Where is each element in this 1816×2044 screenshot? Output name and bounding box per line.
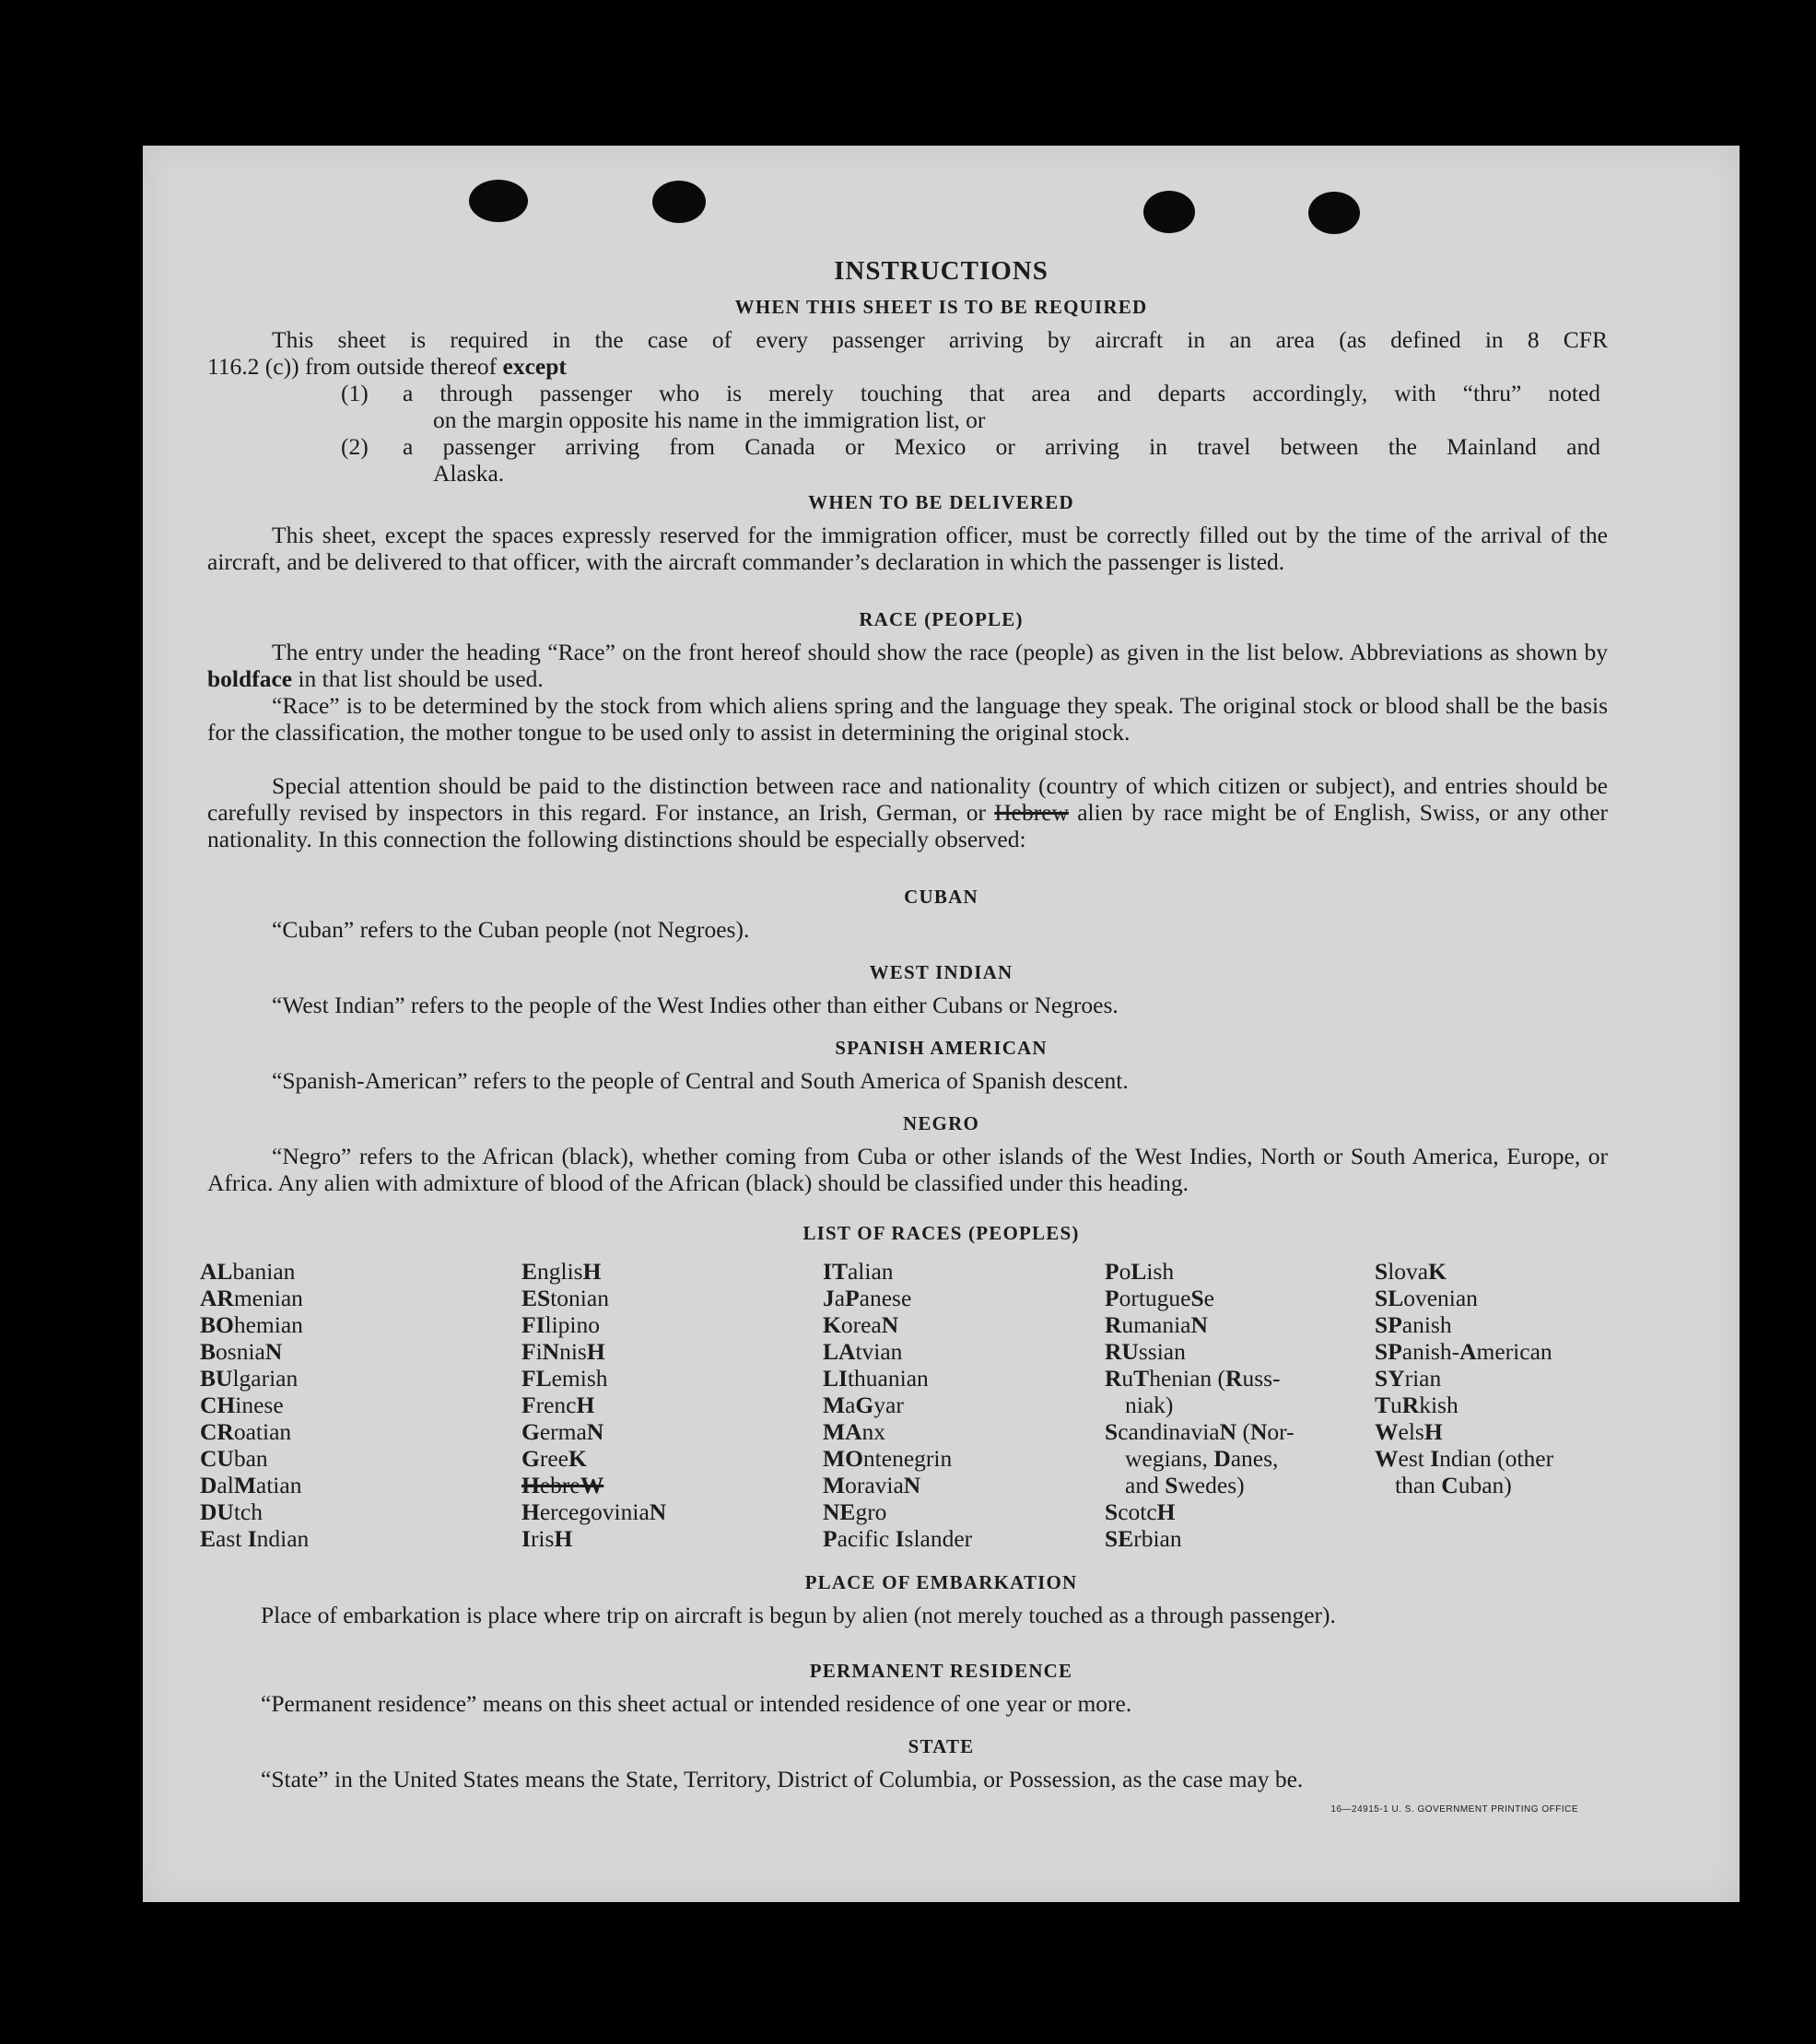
race-entry: CHinese — [200, 1392, 284, 1418]
race-entry: ALbanian — [200, 1258, 296, 1285]
heading-list-of-races: LIST OF RACES (PEOPLES) — [803, 1222, 1080, 1244]
races-column-4 — [1105, 1258, 1295, 1552]
race-p1-text: The entry under the heading “Race” on the front hereof should show the race (people) as given in the list below. Abbreviations as shown by — [272, 639, 1608, 665]
race-entry: FrencH — [521, 1392, 595, 1418]
struck-word: Hebrew — [994, 799, 1069, 826]
race-entry: RUssian — [1105, 1338, 1186, 1365]
race-entry: BosniaN — [200, 1338, 283, 1365]
heading-cuban: CUBAN — [904, 886, 978, 908]
race-p1-bold: boldface — [207, 665, 293, 692]
race-entry: SPanish — [1375, 1311, 1452, 1338]
race-entry: ScandinaviaN (Nor- — [1105, 1418, 1295, 1445]
race-entry: CUban — [200, 1445, 268, 1472]
race-entry: ARmenian — [200, 1285, 303, 1311]
race-entry: niak) — [1125, 1392, 1174, 1418]
race-p1-text-end: in that list should be used. — [298, 665, 544, 692]
race-paragraph-1 — [207, 639, 1608, 692]
race-entry: MaGyar — [823, 1392, 904, 1418]
punch-hole — [1308, 192, 1360, 234]
page-title: INSTRUCTIONS — [834, 256, 1049, 286]
races-column-1 — [200, 1258, 309, 1552]
embarkation-text: Place of embarkation is place where trip on aircraft is begun by alien (not merely touched as a through passenger). — [261, 1602, 1336, 1628]
race-entry: and Swedes) — [1125, 1472, 1245, 1498]
item-number: (2) — [341, 433, 369, 460]
race-entry: DalMatian — [200, 1472, 302, 1498]
race-entry: SPanish-American — [1375, 1338, 1552, 1365]
printing-office-code: 16—24915-1 U. S. GOVERNMENT PRINTING OFFICE — [1330, 1804, 1578, 1815]
when-delivered-text: This sheet, except the spaces expressly reserved for the immigration officer, must be correctly filled out by the time of the arrival of the aircraft, and be delivered to that officer, with the aircraft commander’s declaration in which the passenger is listed. — [207, 522, 1608, 575]
race-entry: West Indian (other — [1375, 1445, 1554, 1472]
race-entry: PoLish — [1105, 1258, 1175, 1285]
item-text: a through passenger who is merely touching that area and departs accordingly, with “thru” noted — [403, 380, 1600, 406]
race-entry: BOhemian — [200, 1311, 303, 1338]
race-entry: East Indian — [200, 1525, 310, 1552]
negro-text: “Negro” refers to the African (black), whether coming from Cuba or other islands of the West Indies, North or South America, Europe, or Africa. Any alien with admixture of blood of the African (black) should be classified under this heading. — [207, 1143, 1608, 1196]
race-entry: IrisH — [521, 1525, 573, 1552]
race-entry: RuThenian (Russ- — [1105, 1365, 1281, 1392]
race-paragraph-3 — [207, 772, 1608, 852]
race-p3-text-end: alien by race might be of English, Swiss, or any other nationality. In this connection the following distinctions should be especially observed: — [207, 799, 1609, 852]
race-entry: FIlipino — [521, 1311, 601, 1338]
heading-west-indian: WEST INDIAN — [869, 961, 1013, 983]
heading-embarkation: PLACE OF EMBARKATION — [804, 1571, 1078, 1593]
intro-except: except — [502, 353, 567, 380]
race-entry: RumaniaN — [1105, 1311, 1208, 1338]
item-number: (1) — [341, 380, 369, 406]
cuban-text: “Cuban” refers to the Cuban people (not Negroes). — [272, 916, 750, 943]
intro-line-2: 116.2 (c)) from outside thereof — [207, 353, 498, 380]
heading-negro: NEGRO — [902, 1112, 979, 1134]
race-entry: SYrian — [1375, 1365, 1442, 1392]
item-text-cont: on the margin opposite his name in the immigration list, or — [433, 406, 986, 433]
race-entry: LIthuanian — [823, 1365, 929, 1392]
race-entry: Pacific Islander — [823, 1525, 973, 1552]
races-column-2 — [521, 1258, 666, 1552]
heading-race: RACE (PEOPLE) — [859, 608, 1024, 630]
when-required-intro — [207, 326, 1608, 380]
race-entry: WelsH — [1375, 1418, 1443, 1445]
race-entry: TuRkish — [1375, 1392, 1459, 1418]
heading-when-required: WHEN THIS SHEET IS TO BE REQUIRED — [734, 296, 1148, 318]
west-indian-text: “West Indian” refers to the people of the West Indies other than either Cubans or Negroes. — [272, 992, 1119, 1018]
heading-state: STATE — [908, 1735, 975, 1757]
race-entry: FLemish — [521, 1365, 608, 1392]
punch-hole — [652, 181, 706, 223]
race-p3-text: Special attention should be paid to the distinction between race and nationality (country of which citizen or subject), and entries should be carefully revised by inspectors in this regard. For instance, an Irish, German, or — [207, 772, 1608, 826]
residence-text: “Permanent residence” means on this sheet actual or intended residence of one year or more. — [261, 1690, 1132, 1717]
heading-spanish-american: SPANISH AMERICAN — [835, 1037, 1048, 1059]
punch-hole — [1143, 191, 1195, 233]
race-entry: NEgro — [823, 1498, 887, 1525]
race-entry: BUlgarian — [200, 1365, 299, 1392]
instruction-sheet — [143, 146, 1740, 1902]
state-text: “State” in the United States means the State, Territory, District of Columbia, or Possession, as the case may be. — [261, 1766, 1304, 1792]
race-entry: PortugueSe — [1105, 1285, 1214, 1311]
race-entry: MoraviaN — [823, 1472, 921, 1498]
race-entry: CRoatian — [200, 1418, 292, 1445]
race-entry: wegians, Danes, — [1125, 1445, 1279, 1472]
race-entry: SErbian — [1105, 1525, 1182, 1552]
race-entry: KoreaN — [823, 1311, 899, 1338]
heading-when-delivered: WHEN TO BE DELIVERED — [808, 491, 1074, 513]
race-entry: MAnx — [823, 1418, 885, 1445]
intro-line-1: This sheet is required in the case of every passenger arriving by aircraft in an area (as defined in 8 CFR — [272, 326, 1608, 353]
race-entry: EStonian — [521, 1285, 609, 1311]
spanish-american-text: “Spanish-American” refers to the people of Central and South America of Spanish descent. — [272, 1067, 1129, 1094]
race-entry: ScotcH — [1105, 1498, 1176, 1525]
races-column-3 — [823, 1258, 972, 1552]
race-paragraph-2: “Race” is to be determined by the stock from which aliens spring and the language they speak. The original stock or blood shall be the basis for the classification, the mother tongue to be used only to assist in determining the original stock. — [207, 692, 1608, 746]
item-text-cont: Alaska. — [433, 460, 505, 487]
races-column-5 — [1375, 1258, 1553, 1498]
race-entry: GermaN — [521, 1418, 604, 1445]
race-entry: GreeK — [521, 1445, 587, 1472]
race-entry: EnglisH — [521, 1258, 602, 1285]
heading-permanent-residence: PERMANENT RESIDENCE — [809, 1660, 1073, 1682]
race-entry: ITalian — [823, 1258, 894, 1285]
race-entry: FiNnisH — [521, 1338, 605, 1365]
item-text: a passenger arriving from Canada or Mexico or arriving in travel between the Mainland and — [403, 433, 1600, 460]
race-entry: HebreW — [521, 1472, 604, 1498]
race-entry: LAtvian — [823, 1338, 903, 1365]
race-entry: HercegoviniaN — [521, 1498, 667, 1525]
punch-hole — [469, 180, 528, 222]
race-entry: DUtch — [200, 1498, 263, 1525]
race-entry: SLovenian — [1375, 1285, 1478, 1311]
race-entry: JaPanese — [823, 1285, 912, 1311]
race-entry: than Cuban) — [1395, 1472, 1512, 1498]
race-entry: SlovaK — [1375, 1258, 1447, 1285]
race-entry: MOntenegrin — [823, 1445, 953, 1472]
